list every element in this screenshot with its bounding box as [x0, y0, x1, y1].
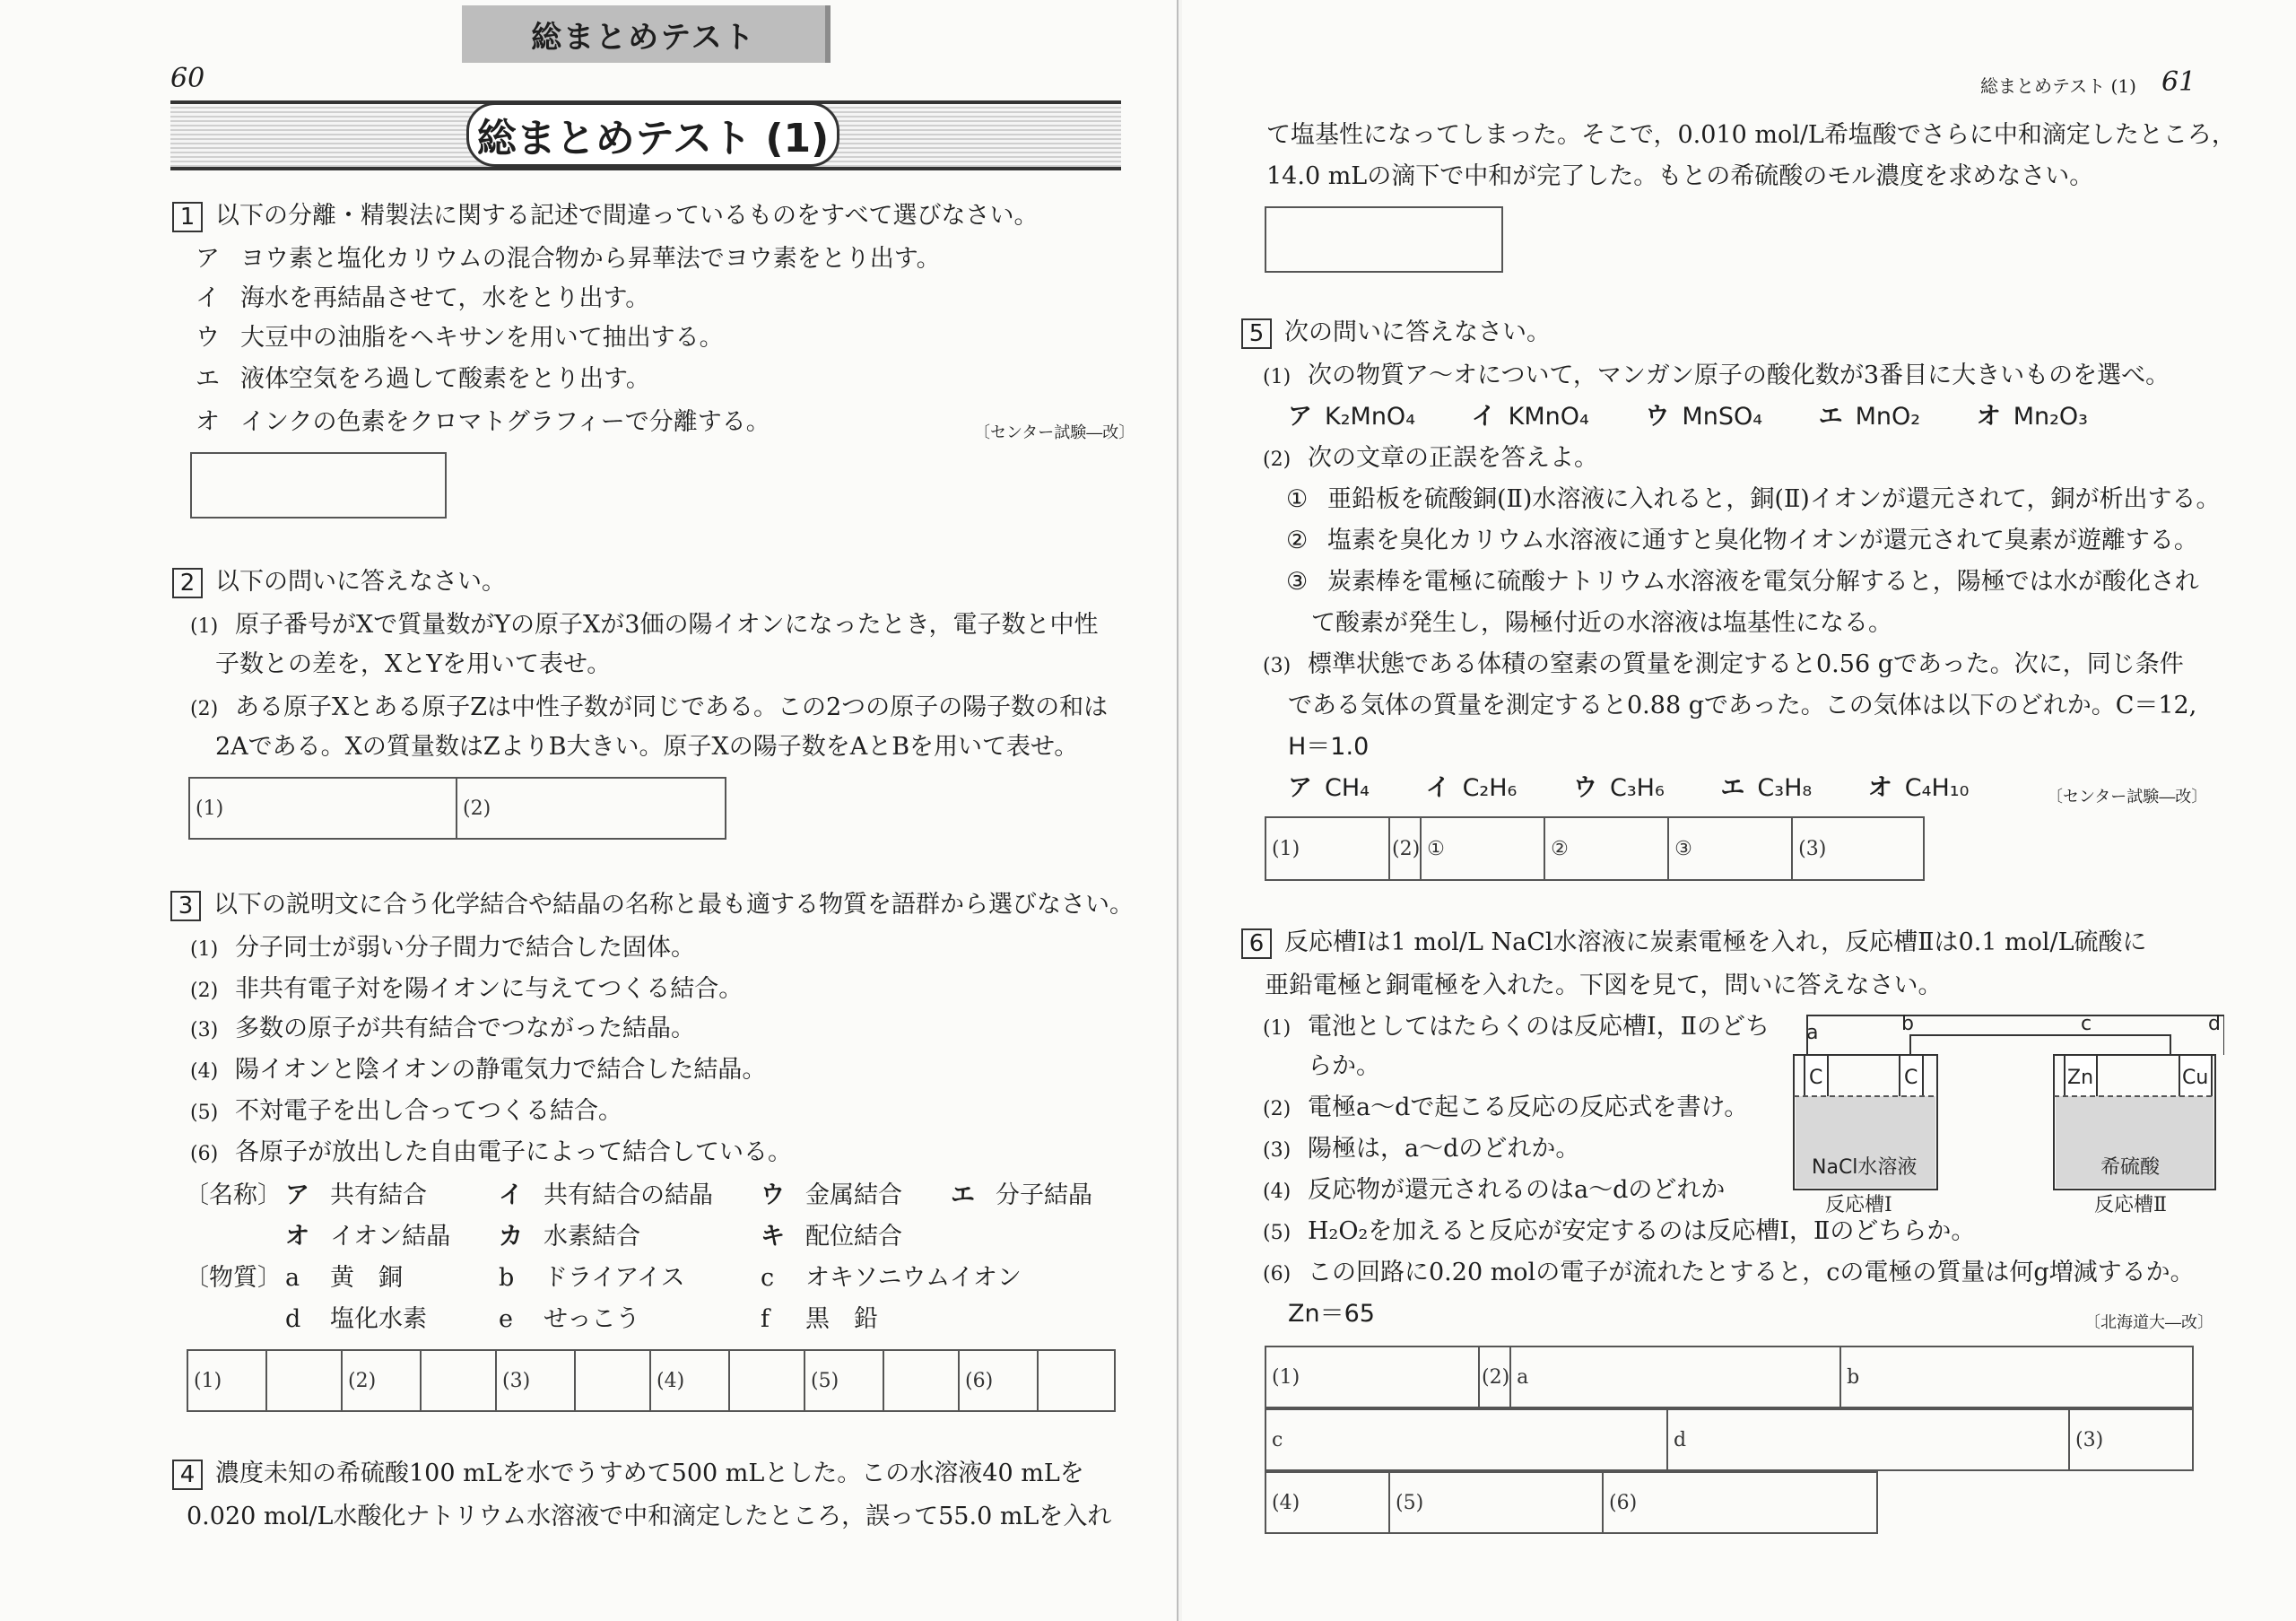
q5-part2-item: ② 塩素を臭化カリウム水溶液に通すと臭化物イオンが還元されて臭素が遊離する。	[1286, 527, 2198, 554]
q6-answer-2c[interactable]: c	[1265, 1409, 1667, 1470]
q4-text-line1: 4 濃度未知の希硫酸100 mLを水でうすめて500 mLとした。この水溶液40 mLを	[172, 1457, 1084, 1491]
q3-stem: 3 以下の説明文に合う化学結合や結晶の名称と最も適する物質を語群から選びなさい。	[170, 888, 1134, 922]
q3-answer-5[interactable]: (5)	[804, 1350, 883, 1411]
q2-part1-cont: 子数との差を，XとYを用いて表せ。	[215, 650, 612, 678]
tank-label-1: 反応槽Ⅰ	[1825, 1194, 1892, 1215]
q5-number: 5	[1241, 318, 1272, 349]
electrode-label-c: c	[2081, 1013, 2092, 1035]
q5-part3-choices: ア CH₄ イ C₂H₆ ウ C₃H₆ エ C₃H₈ オ C₄H₁₀	[1288, 774, 1970, 802]
q3-substance: f 黒 鉛	[761, 1305, 878, 1333]
q5-answer-table: (1) (2) ① ② ③ (3)	[1265, 816, 1925, 881]
tank-label-2: 反応槽Ⅱ	[2094, 1194, 2167, 1215]
q6-item: (1) 電池としてはたらくのは反応槽Ⅰ，Ⅱのどち	[1263, 1013, 1770, 1041]
q3-name: ウ 金属結合	[761, 1181, 902, 1209]
left-page-number: 60	[170, 63, 205, 94]
q4-text-line2: 0.020 mol/L水酸化ナトリウム水溶液で中和滴定したところ，誤って55.0 mLを入れ	[187, 1503, 1112, 1530]
electrode-label-d: d	[2208, 1013, 2221, 1035]
q3-name: キ 配位結合	[761, 1223, 902, 1251]
q4-text-line4: 14.0 mLの滴下で中和が完了した。もとの希硫酸のモル濃度を求めなさい。	[1266, 162, 2094, 190]
q3-name: エ 分子結晶	[951, 1181, 1092, 1209]
q5-part2-item3-cont: て酸素が発生し，陽極付近の水溶液は塩基性になる。	[1311, 609, 1892, 637]
q6-answer-5[interactable]: (5)	[1389, 1472, 1603, 1533]
q6-item: (2) 電極a～dで起こる反応の反応式を書け。	[1263, 1094, 1749, 1121]
q3-item: (2) 非共有電子対を陽イオンに与えてつくる結合。	[190, 975, 744, 1003]
q3-substance: d 塩化水素	[285, 1305, 427, 1333]
q5-part1-choices: ア K₂MnO₄ イ KMnO₄ ウ MnSO₄ エ MnO₂ オ Mn₂O₃	[1288, 403, 2089, 431]
q1-number: 1	[172, 202, 203, 232]
q5-answer-1[interactable]: (1)	[1265, 817, 1389, 880]
right-running-title: 総まとめテスト (1)	[1980, 75, 2136, 97]
q2-part1: (1) 原子番号がXで質量数がYの原子Xが3価の陽イオンになったとき，電子数と中性	[190, 611, 1099, 639]
q3-number: 3	[170, 891, 201, 921]
electrode-material-4: Cu	[2182, 1067, 2209, 1089]
q6-item: (3) 陽極は，a～dのどれか。	[1263, 1135, 1580, 1163]
header-tab: 総まとめテスト	[462, 5, 831, 63]
q3-names-label: 〔名称〕	[185, 1181, 282, 1209]
q3-item: (4) 陽イオンと陰イオンの静電気力で結合した結晶。	[190, 1056, 767, 1084]
q6-line2: 亜鉛電極と銅電極を入れた。下図を見て，問いに答えなさい。	[1265, 972, 1943, 999]
q5-part2-item: ③ 炭素棒を電極に硫酸ナトリウム水溶液を電気分解すると，陽極では水が酸化され	[1286, 568, 2199, 596]
q3-substance: e せっこう	[499, 1305, 640, 1333]
q6-answer-row-1: (1) (2) a b	[1265, 1346, 2194, 1408]
q6-item: らか。	[1308, 1052, 1380, 1080]
electrolysis-cell-diagram	[1785, 1003, 2224, 1215]
q5-part1: (1) 次の物質ア～オについて，マンガン原子の酸化数が3番目に大きいものを選べ。	[1263, 362, 2170, 389]
q1-item: イ 海水を再結晶させて，水をとり出す。	[196, 284, 650, 312]
q3-item: (6) 各原子が放出した自由電子によって結合している。	[190, 1138, 792, 1166]
q5-part2-item: ① 亜鉛板を硫酸銅(Ⅱ)水溶液に入れると，銅(Ⅱ)イオンが還元されて，銅が析出する。	[1286, 485, 2221, 513]
q6-item: (6) この回路に0.20 molの電子が流れたとすると，cの電極の質量は何g増減するか。	[1263, 1259, 2195, 1286]
q1-item: ア ヨウ素と塩化カリウムの混合物から昇華法でヨウ素をとり出す。	[196, 245, 941, 273]
q6-answer-2d[interactable]: d	[1667, 1409, 2069, 1470]
electrode-material-2: C	[1904, 1067, 1918, 1089]
q3-answer-6[interactable]: (6)	[959, 1350, 1038, 1411]
q1-source: 〔センター試験―改〕	[974, 423, 1135, 442]
q6-answer-row-3	[1265, 1471, 1878, 1534]
right-page-number: 61	[2161, 66, 2196, 98]
q5-answer-3[interactable]: (3)	[1792, 817, 1924, 880]
solution-label-2: 希硫酸	[2100, 1156, 2161, 1179]
q5-source: 〔センター試験―改〕	[2047, 788, 2208, 806]
q3-substance: a 黄 銅	[285, 1264, 403, 1292]
q2-answer-table	[188, 777, 726, 840]
q3-answer-2[interactable]: (2)	[342, 1350, 421, 1411]
q3-name: オ イオン結晶	[285, 1223, 451, 1251]
q2-part2-cont: 2Aである。Xの質量数はZよりB大きい。原子Xの陽子数をAとBを用いて表せ。	[215, 733, 1079, 761]
q5-part3-line3: H＝1.0	[1288, 733, 1370, 761]
q3-subs-label: 〔物質〕	[185, 1264, 282, 1292]
q3-substance: b ドライアイス	[499, 1264, 685, 1292]
q3-name: ア 共有結合	[285, 1181, 427, 1209]
q1-stem: 1 以下の分離・精製法に関する記述で間違っているものをすべて選びなさい。	[172, 199, 1038, 233]
electrode-material-1: C	[1809, 1067, 1823, 1089]
q1-item: ウ 大豆中の油脂をヘキサンを用いて抽出する。	[196, 324, 724, 352]
q3-substance: c オキソニウムイオン	[761, 1264, 1022, 1292]
q5-stem: 5 次の問いに答えなさい。	[1241, 316, 1551, 350]
q2-number: 2	[172, 568, 203, 598]
q6-answer-3[interactable]: (3)	[2069, 1409, 2193, 1470]
q5-part3: (3) 標準状態である体積の窒素の質量を測定すると0.56 gであった。次に，同じ条件	[1263, 650, 2184, 678]
q6-answer-6[interactable]: (6)	[1603, 1472, 1877, 1533]
q3-answer-table	[187, 1349, 1116, 1412]
q5-answer-2-2[interactable]: ②	[1544, 817, 1668, 880]
electrode-label-b: b	[1901, 1013, 1914, 1035]
q4-number: 4	[172, 1460, 203, 1490]
q2-part2: (2) ある原子Xとある原子Zは中性子数が同じである。この2つの原子の陽子数の和は	[190, 693, 1109, 721]
solution-label-1: NaCl水溶液	[1812, 1156, 1918, 1179]
q6-answer-1[interactable]: (1)	[1265, 1346, 1479, 1407]
q1-answer-box[interactable]	[190, 452, 447, 519]
q6-answer-2a[interactable]: a	[1510, 1346, 1840, 1407]
q1-item: オ インクの色素をクロマトグラフィーで分離する。	[196, 408, 770, 436]
q6-source: 〔北海道大―改〕	[2084, 1313, 2213, 1332]
q3-item: (1) 分子同士が弱い分子間力で結合した固体。	[190, 934, 695, 962]
q6-number: 6	[1241, 928, 1272, 959]
q5-answer-2-1[interactable]: ①	[1421, 817, 1544, 880]
q2-answer-2[interactable]: (2)	[457, 778, 726, 839]
q6-answer-4[interactable]: (4)	[1265, 1472, 1389, 1533]
q5-answer-2-3[interactable]: ③	[1668, 817, 1792, 880]
q6-answer-2b[interactable]: b	[1840, 1346, 2193, 1407]
q5-part2: (2) 次の文章の正誤を答えよ。	[1263, 444, 1598, 472]
page-title: 総まとめテスト (1)	[466, 102, 839, 167]
q4-text-line3: て塩基性になってしまった。そこで，0.010 mol/L希塩酸でさらに中和滴定したところ，	[1266, 121, 2236, 149]
q3-item: (3) 多数の原子が共有結合でつながった結晶。	[190, 1015, 695, 1042]
q3-answer-4[interactable]: (4)	[650, 1350, 729, 1411]
q3-name: カ 水素結合	[499, 1223, 640, 1251]
q1-item: エ 液体空気をろ過して酸素をとり出す。	[196, 365, 650, 393]
q6-item: (4) 反応物が還元されるのはa～dのどれか	[1263, 1176, 1726, 1204]
electrode-label-a: a	[1806, 1022, 1819, 1044]
q6-line1: 6 反応槽Ⅰは1 mol/L NaCl水溶液に炭素電極を入れ，反応槽Ⅱは0.1 mol/L硫酸に	[1241, 926, 2147, 960]
q5-part3-line2: である気体の質量を測定すると0.88 gであった。この気体は以下のどれか。C＝12,	[1288, 692, 2197, 719]
q2-stem: 2 以下の問いに答えなさい。	[172, 565, 506, 599]
q3-item: (5) 不対電子を出し合ってつくる結合。	[190, 1097, 622, 1125]
q2-answer-1[interactable]: (1)	[189, 778, 457, 839]
q6-answer-row-2	[1265, 1408, 2194, 1471]
electrode-material-3: Zn	[2067, 1067, 2094, 1089]
q6-item: (5) H₂O₂を加えると反応が安定するのは反応槽Ⅰ，Ⅱのどちらか。	[1263, 1217, 1976, 1245]
q3-answer-3[interactable]: (3)	[496, 1350, 575, 1411]
q3-answer-1[interactable]: (1)	[187, 1350, 266, 1411]
q4-answer-box[interactable]	[1265, 206, 1503, 273]
wire-b-c	[1910, 1035, 2170, 1055]
q3-name: イ 共有結合の結晶	[499, 1181, 713, 1209]
q6-zn-mass: Zn＝65	[1288, 1300, 1375, 1328]
